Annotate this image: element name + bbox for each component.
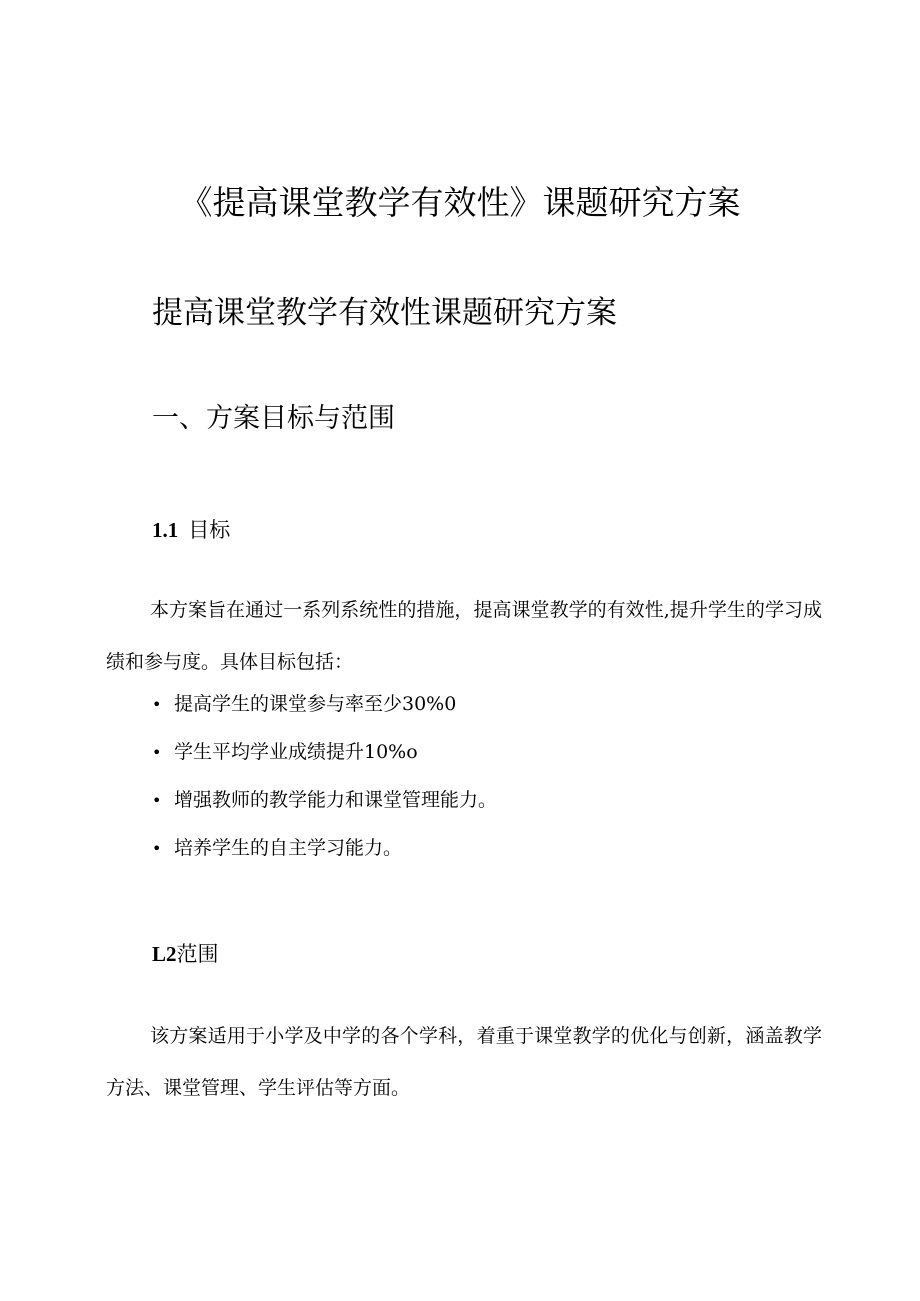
section-heading: 一、方案目标与范围	[152, 403, 395, 434]
list-item-text: 学生平均学业成绩提升10%o	[174, 741, 418, 763]
document-title: 《提高课堂教学有效性》课题研究方案	[179, 183, 741, 222]
document-subtitle: 提高课堂教学有效性课题研究方案	[152, 295, 617, 331]
goal-bullet-list	[152, 682, 497, 874]
goal-heading-number: 1.1	[152, 518, 179, 542]
bullet-icon: •	[152, 743, 162, 762]
scope-heading-label: 范围	[176, 942, 219, 966]
bullet-icon: •	[152, 791, 162, 810]
list-item-text: 增强教师的教学能力和课堂管理能力。	[174, 789, 498, 811]
goal-heading	[152, 514, 230, 546]
goal-heading-label: 目标	[188, 518, 231, 542]
list-item	[152, 778, 497, 826]
list-item	[152, 826, 497, 874]
list-item	[152, 682, 497, 730]
list-item-text: 提高学生的课堂参与率至少30%0	[174, 693, 457, 715]
bullet-icon: •	[152, 839, 162, 858]
list-item-text: 培养学生的自主学习能力。	[174, 837, 403, 859]
goal-paragraph: 本方案旨在通过一系列系统性的措施，提高课堂教学的有效性,提升学生的学习成绩和参与度。具体目标包括：	[106, 599, 822, 673]
scope-paragraph: 该方案适用于小学及中学的各个学科，着重于课堂教学的优化与创新，涵盖教学方法、课堂管理、学生评估等方面。	[106, 1025, 822, 1099]
scope-heading-number: L2	[152, 942, 177, 966]
bullet-icon: •	[152, 695, 162, 714]
list-item	[152, 730, 497, 778]
scope-heading	[152, 938, 219, 970]
